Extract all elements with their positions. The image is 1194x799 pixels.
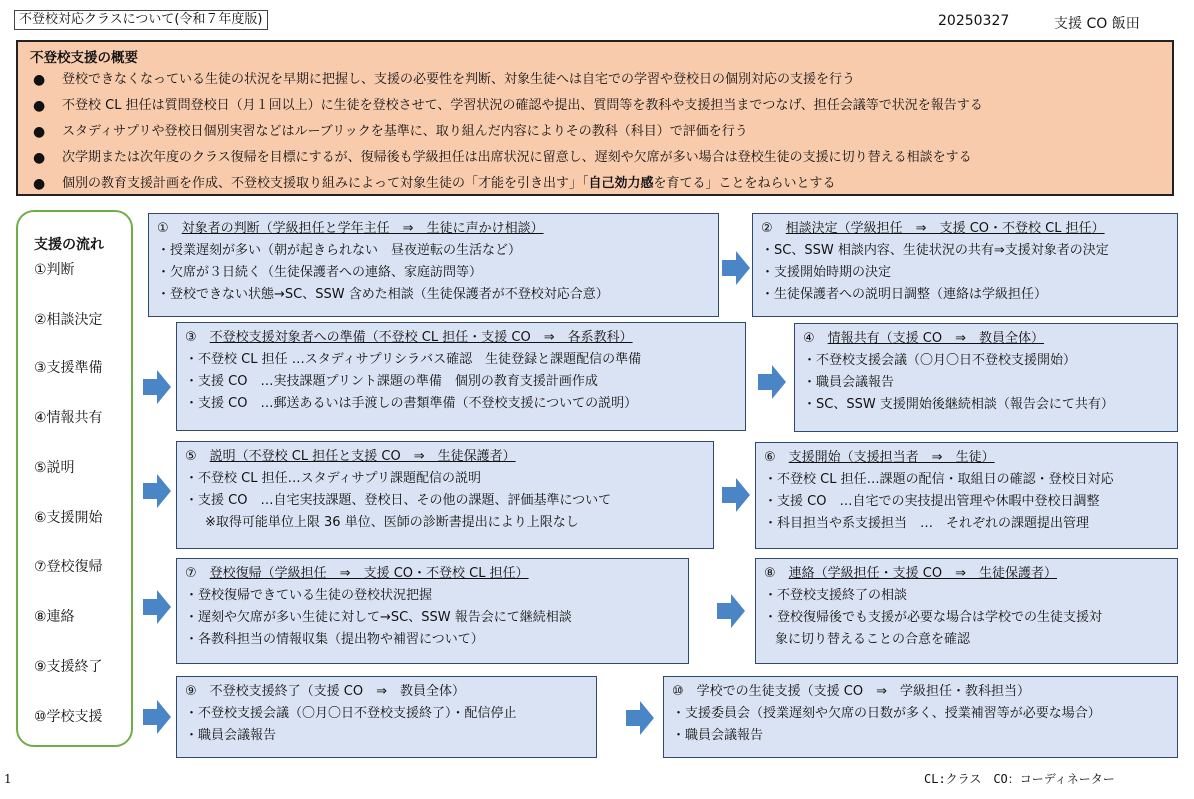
sidebar-step: ⑨支援終了 xyxy=(34,659,103,675)
step-box-6 xyxy=(755,442,1178,549)
box-heading: 情報共有（支援 CO ⇒ 教員全体） xyxy=(827,331,1045,346)
box-line: ・職員会議報告 xyxy=(185,728,277,743)
overview-item xyxy=(30,145,1160,171)
box-line: ・登校できない状態→SC、SSW 含めた相談（生徒保護者が不登校対応合意） xyxy=(157,287,609,302)
bullet-icon: ● xyxy=(33,150,46,166)
flow-arrow-icon xyxy=(626,701,654,735)
sidebar-step: ①判断 xyxy=(34,262,75,278)
step-box-2 xyxy=(752,213,1178,317)
box-number: ⑤ xyxy=(185,449,197,464)
box-number: ⑦ xyxy=(185,566,197,581)
step-box-7 xyxy=(176,558,689,664)
step-box-1 xyxy=(148,213,719,317)
overview-panel xyxy=(16,40,1174,196)
box-title xyxy=(764,563,1169,585)
box-line: ・支援 CO …自宅実技課題、登校日、その他の課題、評価基準について xyxy=(185,493,612,508)
sidebar-step: ⑧連絡 xyxy=(34,609,75,625)
flow-arrow-icon xyxy=(143,590,171,624)
flow-arrow-icon xyxy=(143,370,171,404)
sidebar-step: ⑦登校復帰 xyxy=(34,559,103,575)
box-line: 象に切り替えることの合意を確認 xyxy=(775,632,971,647)
box-line: ※取得可能単位上限 36 単位、医師の診断書提出により上限なし xyxy=(205,515,579,530)
box-line: ・支援 CO …実技課題プリント課題の準備 個別の教育支援計画作成 xyxy=(185,374,598,389)
overview-item xyxy=(30,67,1160,93)
box-line: ・SC、SSW 相談内容、生徒状況の共有⇒支援対象者の決定 xyxy=(761,243,1109,258)
flow-sidebar xyxy=(16,210,133,747)
box-line: ・生徒保護者への説明日調整（連絡は学級担任） xyxy=(761,287,1048,302)
step-box-8 xyxy=(755,558,1178,664)
sidebar-step: ②相談決定 xyxy=(34,312,103,328)
box-line: ・不登校支援終了の相談 xyxy=(764,588,908,603)
overview-item-text: 不登校 CL 担任は質問登校日（月１回以上）に生徒を登校させて、学習状況の確認や提出、質問等を教科や支援担当までつなげ、担任会議等で状況を報告する xyxy=(62,98,983,113)
box-line: ・不登校支援会議（〇月〇日不登校支援終了）・配信停止 xyxy=(185,706,517,721)
box-line: ・支援 CO …自宅での実技提出管理や休暇中登校日調整 xyxy=(764,494,1100,509)
box-heading: 登校復帰（学級担任 ⇒ 支援 CO・不登校 CL 担任） xyxy=(209,566,529,581)
flow-arrow-icon xyxy=(717,594,745,628)
sidebar-step: ⑩学校支援 xyxy=(34,709,103,725)
step-box-4 xyxy=(794,323,1178,432)
box-line: ・不登校 CL 担任…課題の配信・取組日の確認・登校日対応 xyxy=(764,472,1114,487)
box-line: ・授業遅刻が多い（朝が起きられない 昼夜逆転の生活など） xyxy=(157,243,522,258)
box-line: ・欠席が３日続く（生徒保護者への連絡、家庭訪問等） xyxy=(157,265,483,280)
box-line: ・遅刻や欠席が多い生徒に対して→SC、SSW 報告会にて継続相談 xyxy=(185,610,572,625)
box-line: ・職員会議報告 xyxy=(672,728,764,743)
box-title xyxy=(185,681,588,703)
overview-item xyxy=(30,119,1160,145)
box-title xyxy=(803,328,1169,350)
abbreviation-legend: CL:クラス CO：コーディネーター xyxy=(924,772,1115,786)
box-line: ・科目担当や系支援担当 … それぞれの課題提出管理 xyxy=(764,516,1090,531)
box-title xyxy=(185,327,737,349)
overview-item-text-pre: 個別の教育支援計画を作成、不登校支援取り組みによって対象生徒の「才能を引き出す」「 xyxy=(62,176,589,191)
box-line: ・不登校 CL 担任 …スタディサプリシラバス確認 生徒登録と課題配信の準備 xyxy=(185,352,642,367)
bullet-icon: ● xyxy=(33,98,46,114)
box-heading: 説明（不登校 CL 担任と支援 CO ⇒ 生徒保護者） xyxy=(209,449,516,464)
box-number: ⑥ xyxy=(764,450,776,465)
flow-arrow-icon xyxy=(143,474,171,508)
box-title xyxy=(185,563,680,585)
sidebar-step: ⑤説明 xyxy=(34,460,75,476)
box-heading: 連絡（学級担任・支援 CO ⇒ 生徒保護者） xyxy=(788,566,1058,581)
box-number: ⑧ xyxy=(764,566,776,581)
box-line: ・各教科担当の情報収集（提出物や補習について） xyxy=(185,632,484,647)
box-title xyxy=(157,218,710,240)
box-number: ① xyxy=(157,221,169,236)
box-line: ・職員会議報告 xyxy=(803,375,895,390)
flow-arrow-icon xyxy=(758,365,786,399)
box-line: ・登校復帰後でも支援が必要な場合は学校での生徒支援対 xyxy=(764,610,1103,625)
box-heading: 学校での生徒支援（支援 CO ⇒ 学級担任・教科担当） xyxy=(696,684,1031,699)
sidebar-step: ④情報共有 xyxy=(34,410,103,426)
overview-heading: 不登校支援の概要 xyxy=(30,50,138,66)
step-box-5 xyxy=(176,441,714,549)
box-line: ・不登校支援会議（〇月〇日不登校支援開始） xyxy=(803,353,1077,368)
box-title xyxy=(764,447,1169,469)
sidebar-title: 支援の流れ xyxy=(34,237,104,253)
box-line: ・支援開始時期の決定 xyxy=(761,265,892,280)
overview-item-text: 登校できなくなっている生徒の状況を早期に把握し、支援の必要性を判断、対象生徒へは自宅での学習や登校日の個別対応の支援を行う xyxy=(62,72,856,87)
box-line: ・SC、SSW 支援開始後継続相談（報告会にて共有） xyxy=(803,397,1114,412)
box-heading: 不登校支援対象者への準備（不登校 CL 担任・支援 CO ⇒ 各系教科） xyxy=(209,330,633,345)
box-line: ・支援委員会（授業遅刻や欠席の日数が多く、授業補習等が必要な場合） xyxy=(672,706,1101,721)
overview-item xyxy=(30,171,1160,197)
overview-item-text-bold: 自己効力感 xyxy=(588,176,654,191)
box-number: ② xyxy=(761,221,773,236)
document-title: 不登校対応クラスについて(令和７年度版) xyxy=(14,10,268,30)
bullet-icon: ● xyxy=(33,124,46,140)
overview-item-text: スタディサプリや登校日個別実習などはルーブリックを基準に、取り組んだ内容によりその教科（科目）で評価を行う xyxy=(62,124,748,139)
document-date: 20250327 xyxy=(938,13,1010,29)
box-number: ⑩ xyxy=(672,684,684,699)
box-heading: 支援開始（支援担当者 ⇒ 生徒） xyxy=(788,450,995,465)
box-heading: 不登校支援終了（支援 CO ⇒ 教員全体） xyxy=(209,684,466,699)
box-number: ⑨ xyxy=(185,684,197,699)
box-title xyxy=(185,446,705,468)
page-number: 1 xyxy=(4,772,12,786)
document-author: 支援 CO 飯田 xyxy=(1054,16,1140,32)
sidebar-step: ⑥支援開始 xyxy=(34,510,103,526)
bullet-icon: ● xyxy=(33,72,46,88)
bullet-icon: ● xyxy=(33,176,46,192)
flow-arrow-icon xyxy=(722,251,750,285)
overview-item-text-post: を育てる」ことをねらいとする xyxy=(653,176,836,191)
step-box-10 xyxy=(663,676,1178,758)
box-line: ・支援 CO …郵送あるいは手渡しの書類準備（不登校支援についての説明） xyxy=(185,396,638,411)
box-number: ④ xyxy=(803,331,815,346)
box-title xyxy=(672,681,1169,703)
box-number: ③ xyxy=(185,330,197,345)
box-line: ・不登校 CL 担任…スタディサプリ課題配信の説明 xyxy=(185,471,482,486)
overview-item-text: 次学期または次年度のクラス復帰を目標にするが、復帰後も学級担任は出席状況に留意し、遅刻や欠席が多い場合は登校生徒の支援に切り替える相談をする xyxy=(62,150,972,165)
sidebar-step: ③支援準備 xyxy=(34,360,103,376)
overview-item xyxy=(30,93,1160,119)
flow-arrow-icon xyxy=(143,700,171,734)
box-heading: 対象者の判断（学級担任と学年主任 ⇒ 生徒に声かけ相談） xyxy=(181,221,544,236)
box-title xyxy=(761,218,1169,240)
step-box-3 xyxy=(176,322,746,431)
box-line: ・登校復帰できている生徒の登校状況把握 xyxy=(185,588,433,603)
flow-arrow-icon xyxy=(722,478,750,512)
step-box-9 xyxy=(176,676,597,758)
box-heading: 相談決定（学級担任 ⇒ 支援 CO・不登校 CL 担任） xyxy=(785,221,1105,236)
